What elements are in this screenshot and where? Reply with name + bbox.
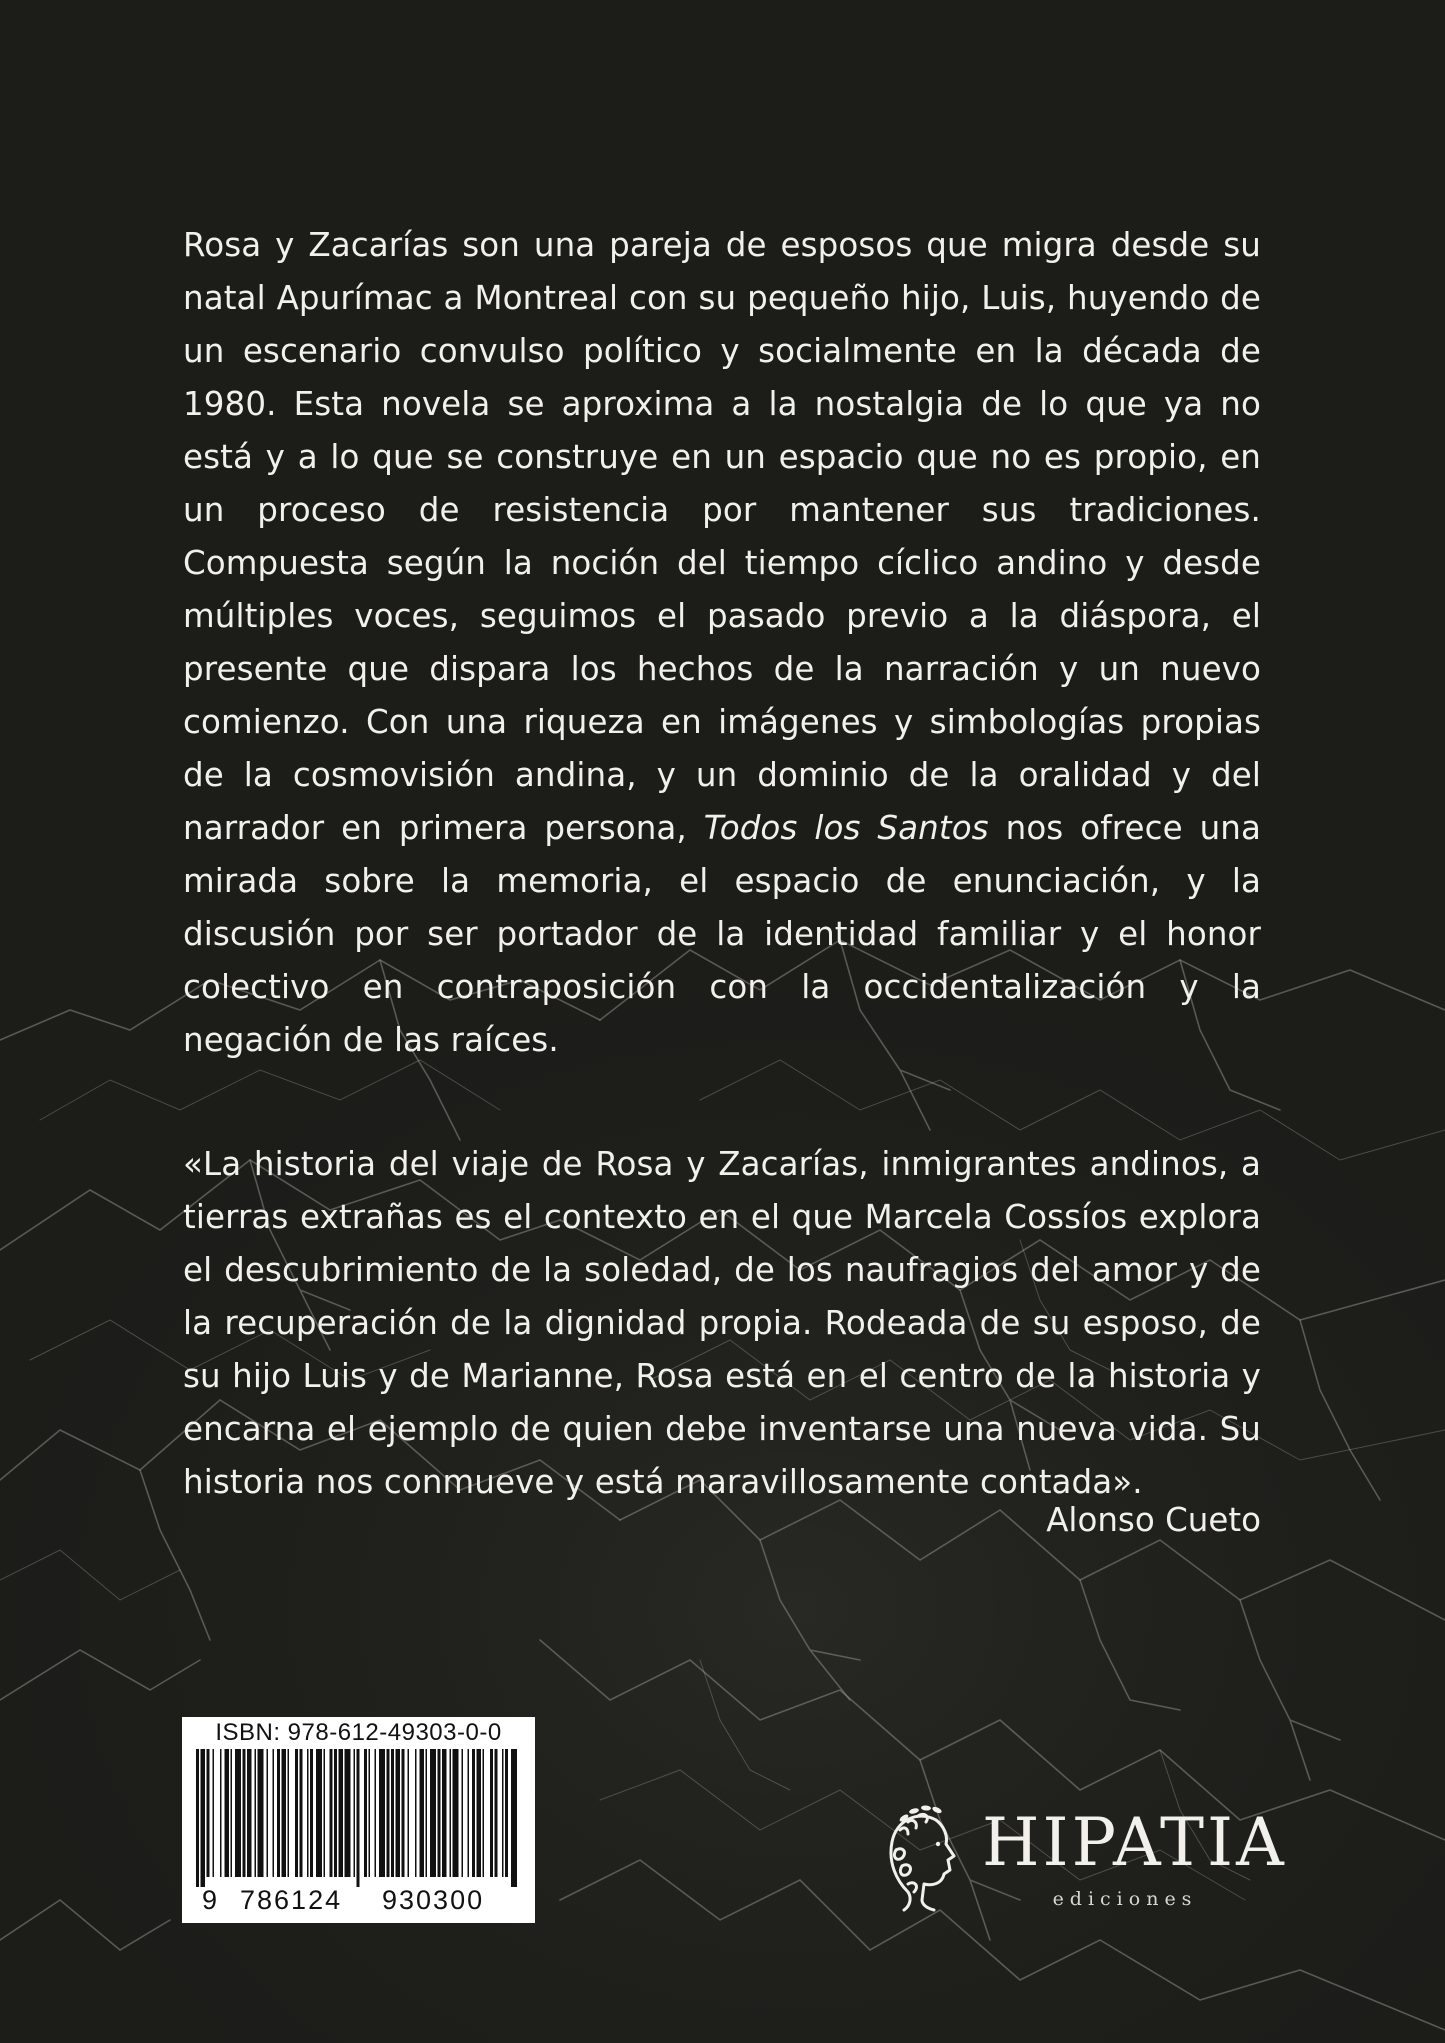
barcode-bar (316, 1749, 322, 1877)
isbn-label: ISBN: 978-612-49303-0-0 (215, 1719, 502, 1746)
barcode-bar (213, 1749, 215, 1877)
publisher-logo (878, 1800, 1287, 1920)
barcode-bars (196, 1749, 521, 1887)
barcode-bar (438, 1749, 441, 1877)
barcode-bar (505, 1749, 508, 1877)
review-quote: «La historia del viaje de Rosa y Zacarías, inmigrantes andinos, a tierras extrañas es el contexto en el que Marcela Cossíos explora el descubrimiento de la soledad, de los naufragios del amor y de la recuperación de la dignidad propia. Rodeada de su esposo, de su hijo Luis y de Marianne, Rosa está en el centro de la historia y encarna el ejemplo de quien debe inventarse una nueva vida. Su historia nos conmueve y está maravillosamente contada». (183, 1144, 1261, 1501)
barcode-bar (310, 1749, 313, 1877)
barcode-bar (396, 1749, 401, 1877)
barcode-bar (243, 1749, 246, 1877)
woman-profile-icon (878, 1800, 970, 1912)
barcode-bar (267, 1749, 269, 1877)
barcode-bar (235, 1749, 241, 1877)
barcode-bar (462, 1749, 464, 1877)
barcode-bar (502, 1749, 504, 1877)
barcode-bar (453, 1749, 459, 1877)
barcode-bar (511, 1749, 517, 1887)
barcode-bar (468, 1749, 470, 1877)
synopsis-text-after-title: nos ofrece una mirada sobre la memoria, el espacio de enunciación, y la discusión por ser portador de la identidad familiar y el honor colectivo en contraposición con la occidentalización y la negación de las raíces. (183, 808, 1261, 1059)
barcode-bar (231, 1749, 233, 1877)
barcode-bar (430, 1749, 436, 1877)
book-title: Todos los Santos (703, 808, 989, 847)
barcode-bar (295, 1749, 298, 1877)
barcode-bar (282, 1749, 287, 1877)
barcode-bar (330, 1749, 333, 1877)
barcode-bar (387, 1749, 390, 1877)
barcode-bar (201, 1749, 206, 1887)
barcode-bar (258, 1749, 264, 1877)
barcode-bar (345, 1749, 351, 1877)
barcode-left-digits: 786124 (240, 1885, 343, 1915)
barcode-bar (379, 1749, 385, 1877)
barcode-bar (277, 1749, 280, 1877)
barcode-bar (364, 1749, 367, 1877)
barcode-bar (477, 1749, 482, 1877)
barcode-bar (450, 1749, 452, 1877)
barcode-bar (225, 1749, 230, 1877)
barcode-bar (472, 1749, 475, 1877)
barcode-bar (426, 1749, 428, 1877)
quote-author: Alonso Cueto (1046, 1501, 1261, 1539)
publisher-subtitle: ediciones (1052, 1888, 1198, 1910)
barcode-lead-digit: 9 (202, 1885, 220, 1915)
barcode-bar (220, 1749, 222, 1877)
barcode-bar (402, 1749, 405, 1877)
barcode-bar (354, 1749, 356, 1877)
barcode-bar (196, 1749, 199, 1887)
barcode-bar (357, 1749, 360, 1887)
barcode-bar (255, 1749, 257, 1877)
barcode-bar (442, 1749, 447, 1877)
publisher-name: HIPATIA (982, 1804, 1287, 1881)
barcode-right-digits: 930300 (382, 1885, 485, 1915)
barcode-bar (300, 1749, 303, 1877)
barcode-bar (391, 1749, 394, 1877)
barcode-bar (415, 1749, 417, 1877)
synopsis-paragraph (183, 219, 1261, 1067)
barcode-bar (247, 1749, 252, 1877)
barcode-bar (420, 1749, 425, 1877)
barcode-bar (207, 1749, 210, 1877)
barcode-bar (483, 1749, 485, 1877)
barcode-bar (408, 1749, 410, 1877)
barcode-bar (334, 1749, 337, 1877)
isbn-barcode (182, 1717, 535, 1923)
barcode-bar (375, 1749, 377, 1877)
barcode-bar (339, 1749, 344, 1877)
barcode-bar (288, 1749, 290, 1877)
synopsis-text-before-title: Rosa y Zacarías son una pareja de esposos que migra desde su natal Apurímac a Montreal con su pequeño hijo, Luis, huyendo de un escenario convulso político y socialmente en la década de 1980. Esta novela se aproxima a la nostalgia de lo que ya no está y a lo que se construye en un espacio que no es propio, en un proceso de resistencia por mantener sus tradiciones. Compuesta según la noción del tiempo cíclico andino y desde múltiples voces, seguimos el pasado previo a la diáspora, el presente que dispara los hechos de la narración y un nuevo comienzo. Con una riqueza en imágenes y simbologías propias de la cosmovisión andina, y un dominio de la oralidad y del narrador en primera persona, (183, 225, 1261, 847)
barcode-bar (307, 1749, 309, 1877)
barcode-bar (369, 1749, 371, 1877)
barcode-bar (273, 1749, 275, 1877)
barcode-bar (495, 1749, 498, 1877)
barcode-bar (490, 1749, 493, 1877)
barcode-digits (182, 1885, 535, 1921)
barcode-bar (324, 1749, 326, 1877)
